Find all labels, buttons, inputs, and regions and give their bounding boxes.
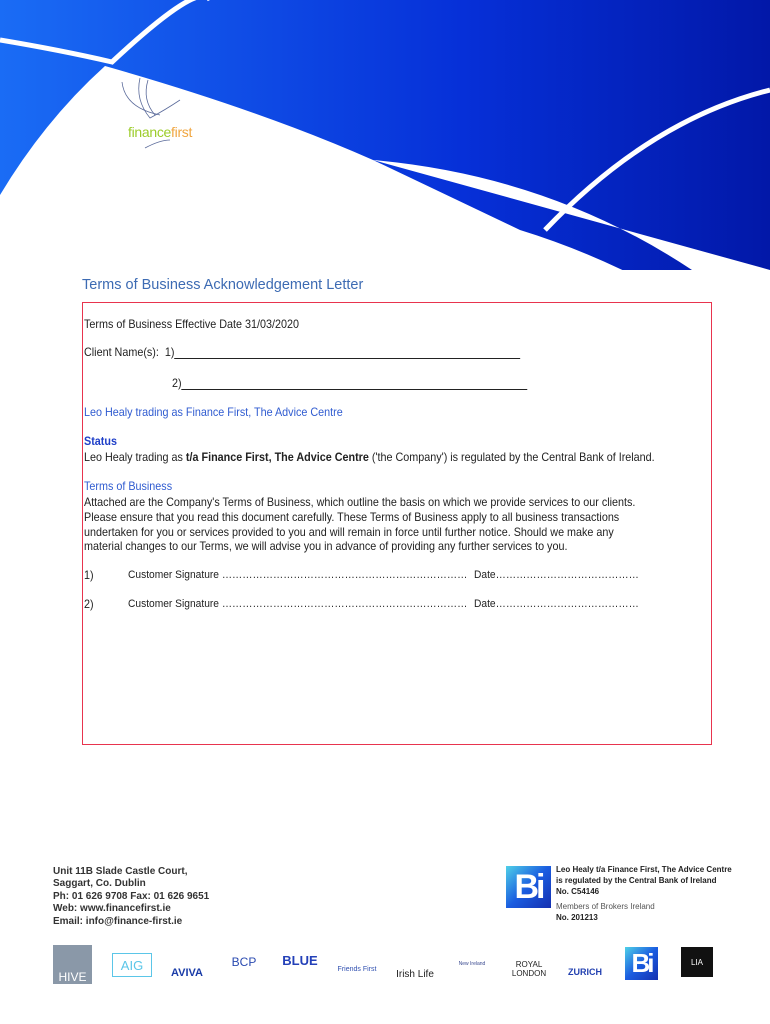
address-line: Saggart, Co. Dublin: [53, 878, 146, 890]
page-title: Terms of Business Acknowledgement Letter: [82, 277, 364, 293]
address-line: Unit 11B Slade Castle Court,: [53, 866, 188, 877]
bcp-logo: BCP: [231, 955, 257, 969]
client-name-2-field[interactable]: [182, 378, 528, 390]
email: Email: info@finance-first.ie: [53, 915, 183, 927]
signature-1-field[interactable]: Customer Signature ………………………………………………………………: [128, 569, 468, 581]
partner-logos: [0, 945, 770, 985]
hive-logo: HIVE: [53, 945, 92, 984]
footer-address: [53, 866, 209, 928]
signature-2-field[interactable]: Customer Signature ………………………………………………………………: [128, 598, 468, 610]
website: Web: www.financefirst.ie: [53, 903, 171, 915]
effective-date: Terms of Business Effective Date 31/03/2020: [84, 318, 299, 331]
finance-first-logo: financefirst: [128, 124, 193, 140]
tob-line: undertaken for you or services provided to you and will remain in force until further notice. Should we make any: [84, 526, 614, 539]
trading-name: Leo Healy trading as Finance First, The Advice Centre: [84, 406, 343, 419]
header-banner: [0, 0, 770, 270]
tob-line: material changes to our Terms, we will advise you in advance of providing any further services to you.: [84, 540, 568, 553]
friends-first-logo: Friends First: [337, 965, 377, 973]
tob-line: Attached are the Company's Terms of Business, which outline the basis on which we provide services to our clients.: [84, 496, 636, 509]
blue-insurance-logo: BLUE: [282, 952, 318, 968]
status-heading: Status: [84, 435, 117, 448]
new-ireland-logo: New Ireland: [458, 961, 486, 967]
signature-1-number: 1): [84, 569, 94, 582]
date-2-field[interactable]: Date……………………………………: [474, 598, 639, 610]
tob-heading: Terms of Business: [84, 480, 173, 493]
regulation-info: Leo Healy t/a Finance First, The Advice Centre is regulated by the Central Bank of Ireland No. C54146 Members of Brokers Ireland No. 201213: [556, 865, 732, 922]
client-name-1-row: Client Name(s): 1): [84, 346, 520, 359]
aviva-logo: AVIVA: [171, 967, 203, 979]
aig-logo: AIG: [112, 953, 152, 977]
client-name-2-row: 2): [172, 377, 528, 390]
irish-life-logo: Irish Life: [396, 968, 434, 980]
tob-line: Please ensure that you read this document carefully. These Terms of Business apply to all business transactions: [84, 511, 620, 524]
brokers-ireland-small-logo: Bi: [625, 947, 658, 980]
status-text: Leo Healy trading as t/a Finance First, The Advice Centre ('the Company') is regulated by the Central Bank of Ireland.: [84, 451, 655, 464]
signature-2-number: 2): [84, 598, 94, 611]
client-name-1-field[interactable]: [174, 347, 520, 359]
brokers-ireland-logo: Bi: [506, 866, 551, 908]
zurich-logo: ZURICH: [568, 967, 602, 977]
date-1-field[interactable]: Date……………………………………: [474, 569, 639, 581]
phone-fax: Ph: 01 626 9708 Fax: 01 626 9651: [53, 890, 210, 902]
lia-logo: LIA: [681, 947, 713, 977]
royal-london-logo: ROYAL LONDON: [511, 960, 547, 978]
